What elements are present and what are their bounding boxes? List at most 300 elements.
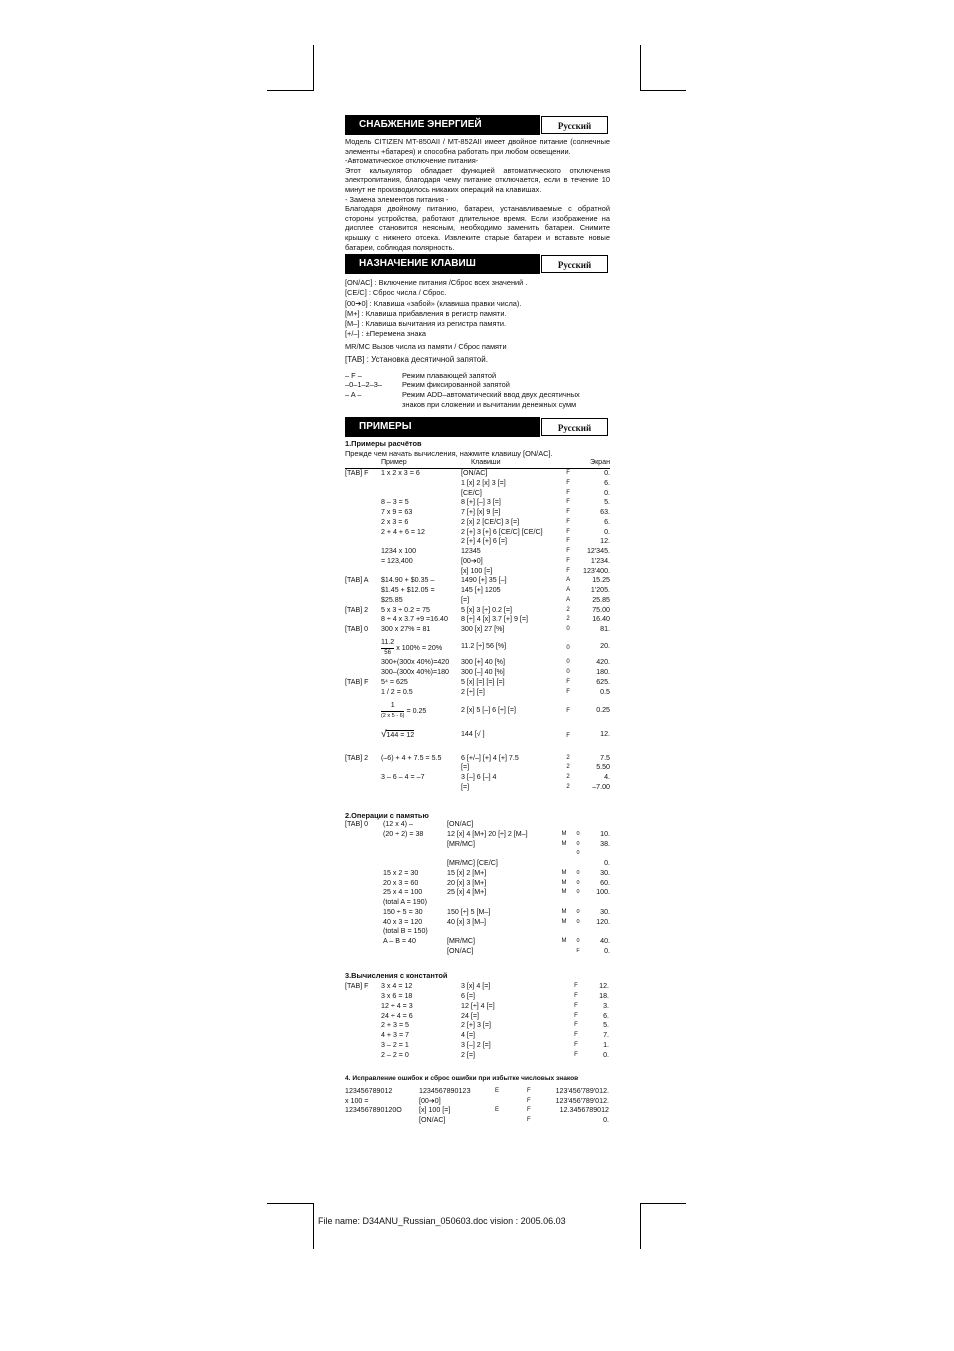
ex-cell: (total A = 190) <box>383 898 427 907</box>
mode-desc: Режим фиксированной запятой <box>402 380 510 390</box>
section-title: НАЗНАЧЕНИЕ КЛАВИШ <box>345 254 540 274</box>
a-cell: x 100 = <box>345 1096 369 1105</box>
m-cell <box>555 947 573 957</box>
fl-cell: 2 <box>566 774 570 781</box>
ex-cell: 24 ÷ 4 = 6 <box>381 1011 413 1020</box>
language-label: Русский <box>541 418 608 436</box>
sc-cell <box>583 849 610 859</box>
sc-cell: 4. <box>604 773 610 782</box>
screen-cell: 20. <box>600 641 610 650</box>
table-row <box>345 1021 609 1031</box>
fl-cell: 0 <box>566 669 570 676</box>
tab-cell <box>345 668 381 678</box>
ex-cell: 7 x 9 = 63 <box>380 508 413 517</box>
fl-cell: 0 <box>566 659 570 666</box>
f-cell: F <box>527 1087 531 1094</box>
fl-cell: F <box>566 678 570 685</box>
table-row <box>345 773 610 783</box>
sc-cell: 0. <box>604 527 610 536</box>
ks-cell: 2 [÷] [=] <box>460 687 485 696</box>
fl-cell: 2 <box>566 764 570 771</box>
ks-cell: [MR/MC] [CE/C] <box>447 859 498 868</box>
ks-cell: [x] 100 [=] <box>460 566 493 575</box>
f-cell: F <box>527 1107 531 1114</box>
tab-cell <box>345 840 383 850</box>
tab-cell <box>345 489 381 499</box>
key-line: [ON/AC] : Включение питания /Сброс всех значений . <box>345 278 528 288</box>
subsection-title: 4. Исправление ошибок и сброс ошибки при избытке числовых знаков <box>345 1075 579 1083</box>
ks-cell: 150 [÷] 5 [M–] <box>447 907 491 916</box>
ks-cell: [CE/C] <box>460 488 482 497</box>
sc-cell: 420. <box>596 658 610 667</box>
ex-cell: (–6) + 4 + 7.5 = 5.5 <box>380 753 442 762</box>
ex-cell: 3 – 2 = 1 <box>381 1040 409 1049</box>
tab-cell <box>345 849 383 859</box>
e-cell <box>495 1116 527 1126</box>
tab-cell <box>345 1041 381 1051</box>
tab-cell <box>345 557 381 567</box>
table-row <box>345 479 610 489</box>
sc-cell: 10. <box>600 829 610 838</box>
m-cell: M <box>561 889 567 896</box>
mode-item <box>345 380 610 390</box>
ks-cell: 1 [x] 2 [x] 3 [=] <box>460 478 506 487</box>
col-keys: Клавиши <box>461 458 562 468</box>
file-name-footer: File name: D34ANU_Russian_050603.doc vision : 2005.06.03 <box>318 1216 566 1226</box>
sc-cell: 0.5 <box>600 687 610 696</box>
ks-cell: 2 [x] 2 [CE/C] 3 [=] <box>460 517 520 526</box>
fl-cell: F <box>566 538 570 545</box>
ex-cell: 300 x 27% = 81 <box>380 625 431 634</box>
table-row <box>345 537 610 547</box>
ks-cell: [=] <box>460 595 470 604</box>
fl-cell: A <box>566 577 571 584</box>
section-header-power <box>345 115 610 135</box>
table-row <box>345 567 610 577</box>
table-row <box>345 508 610 518</box>
sc-cell: 16.40 <box>592 615 610 624</box>
key-line: [M–] : Клавиша вычитания из регистра памяти. <box>345 318 507 328</box>
mode-list <box>345 371 610 409</box>
table-row <box>345 489 610 499</box>
ex-cell: 2 x 3 = 6 <box>380 517 409 526</box>
ex-cell: (20 ÷ 2) = 38 <box>383 829 424 838</box>
m-cell <box>555 820 573 830</box>
ex-cell: 150 ÷ 5 = 30 <box>383 907 423 916</box>
key-line: [CE/C] : Сброс числа / Сброс. <box>345 288 447 298</box>
sc-cell: 63. <box>600 508 610 517</box>
keys-cell: 11.2 [÷] 56 [%] <box>460 641 507 650</box>
power-text <box>345 137 610 252</box>
z-cell: 0 <box>576 869 580 876</box>
ks-cell: [ON/AC] <box>447 946 474 955</box>
fl-cell: F <box>574 1002 578 1009</box>
tab-cell <box>345 830 383 840</box>
ks-cell: 1490 [+] 35 [–] <box>460 576 507 585</box>
sc-cell: 0. <box>604 488 610 497</box>
m-cell <box>555 927 573 937</box>
sc-cell: 0. <box>604 859 610 868</box>
tab-cell <box>345 992 381 1002</box>
fl-cell: F <box>566 528 570 535</box>
ex-cell: = 123,400 <box>380 556 413 565</box>
z-cell: 0 <box>576 918 580 925</box>
sc-cell: 60. <box>600 878 610 887</box>
sc-cell: 0. <box>604 469 610 478</box>
ks-cell: 3 [x] 4 [=] <box>461 982 491 991</box>
fl-cell: F <box>566 489 570 496</box>
ks-cell: [=] <box>460 782 470 791</box>
fraction-example <box>381 635 461 659</box>
sc-cell: 30. <box>600 907 610 916</box>
sc-cell: 1. <box>603 1040 609 1049</box>
ex-cell: 20 x 3 = 60 <box>383 878 419 887</box>
ex-cell: 3 – 6 – 4 = –7 <box>380 773 425 782</box>
example-text: 144 = 12 <box>386 730 415 739</box>
f-cell: F <box>527 1097 531 1104</box>
sc-cell: 7. <box>603 1031 609 1039</box>
ks-cell: 3 [–] 6 [–] 4 <box>460 773 497 782</box>
col-screen: Экран <box>574 458 610 468</box>
tab-cell <box>345 498 381 508</box>
s-cell: 12.3456789012 <box>559 1106 609 1115</box>
b-cell: 123456789012З <box>419 1086 471 1095</box>
sc-cell: 3. <box>603 1001 609 1010</box>
m-cell: M <box>561 869 567 876</box>
table-row <box>345 586 610 596</box>
fl-cell: F <box>574 1032 578 1038</box>
tab-cell <box>345 688 381 698</box>
z-cell: 0 <box>576 840 580 847</box>
sc-cell: 123'400. <box>583 566 610 575</box>
table-row <box>345 1041 609 1051</box>
table-row <box>345 635 610 659</box>
ex-cell: (total B = 150) <box>383 927 428 936</box>
b-cell: [x] 100 [=] <box>419 1106 451 1115</box>
table-row <box>345 615 610 625</box>
tab-cell: [TAB] F <box>345 982 369 991</box>
m-cell: M <box>561 830 567 837</box>
table-row <box>345 528 610 538</box>
table-header-row <box>345 458 610 468</box>
mode-key: –0–1–2–3– <box>345 380 382 390</box>
table-row <box>345 982 609 992</box>
z-cell <box>573 898 583 908</box>
subsection-title: 3.Вычисления с константой <box>345 970 448 980</box>
ks-cell <box>447 849 555 859</box>
ex-cell: 1 / 2 = 0.5 <box>380 687 413 696</box>
e-cell: E <box>495 1087 500 1094</box>
section-title: СНАБЖЕНИЕ ЭНЕРГИЕЙ <box>345 115 540 135</box>
tab-cell: [TAB] F <box>345 469 369 478</box>
sc-cell: 15.25 <box>592 576 610 585</box>
ks-cell <box>447 927 555 937</box>
table-row <box>345 830 610 840</box>
sc-cell <box>583 927 610 937</box>
ex-cell: 1234 x 100 <box>380 547 417 556</box>
table-row <box>345 498 610 508</box>
tab-cell <box>345 537 381 547</box>
sc-cell: 1'205. <box>590 586 610 595</box>
examples-table <box>345 458 610 792</box>
ks-cell: [ON/AC] <box>447 820 474 829</box>
ex-cell <box>381 489 461 499</box>
ks-cell: 5 [x] [=] [=] [=] <box>460 677 505 686</box>
tab-cell: [TAB] 0 <box>345 820 369 829</box>
sqrt-icon: √ <box>380 728 387 740</box>
screen-cell: 0.25 <box>596 706 610 715</box>
keys-cell: 144 [√ ] <box>460 729 485 738</box>
tab-cell <box>345 586 381 596</box>
fraction-example <box>381 697 461 722</box>
key-line: [TAB] : Установка десятичной запятой. <box>345 354 488 364</box>
table-row <box>345 869 610 879</box>
fl-cell: 0 <box>566 626 570 633</box>
table-row <box>345 859 610 869</box>
table-row <box>345 557 610 567</box>
ex-cell <box>381 567 461 577</box>
tab-cell <box>345 518 381 528</box>
fl-cell: F <box>566 499 570 506</box>
tab-cell <box>345 596 381 606</box>
a-cell <box>345 1116 419 1126</box>
sc-cell: 6. <box>603 1011 609 1020</box>
tab-cell <box>345 898 383 908</box>
z-cell <box>573 927 583 937</box>
tab-cell <box>345 658 381 668</box>
table-row <box>345 783 610 793</box>
spacer-row <box>345 742 610 754</box>
table-row <box>345 1002 609 1012</box>
ex-cell: 5 x 3 ÷ 0.2 = 75 <box>380 605 430 614</box>
ks-cell: 2 [+] 3 [+] 6 [CE/C] [CE/C] <box>460 527 543 536</box>
ex-cell <box>381 763 461 773</box>
ks-cell: [ON/AC] <box>460 469 488 478</box>
table-row <box>345 697 610 722</box>
tab-cell <box>345 918 383 928</box>
ex-cell <box>383 840 447 850</box>
examples-rows <box>345 658 610 697</box>
fl-cell: F <box>566 479 570 486</box>
crop-mark <box>640 1203 641 1249</box>
ks-cell: [MR/MC] <box>447 839 475 848</box>
tab-cell <box>345 888 383 898</box>
table-row <box>345 820 610 830</box>
ks-cell: 8 [÷] 4 [x] 3.7 [+] 9 [=] <box>460 615 528 624</box>
s-cell: 123'456'789'012. <box>555 1096 609 1105</box>
e-cell <box>495 1097 527 1107</box>
mode-desc: Режим плавающей запятой <box>402 370 497 380</box>
error-table <box>345 1087 609 1126</box>
s-cell: 123'456'789'012. <box>555 1086 609 1095</box>
z-cell: 0 <box>576 830 580 837</box>
sc-cell: –7.00 <box>592 782 610 791</box>
mode-item <box>345 390 610 409</box>
example-text: = 0.25 <box>404 707 427 716</box>
screen-cell: 12. <box>600 729 610 738</box>
fl-cell: F <box>574 1051 578 1058</box>
sc-cell: 5. <box>603 1021 609 1030</box>
ex-cell: 8 ÷ 4 x 3.7 +9 =16.40 <box>380 615 448 624</box>
key-line: [M+] : Клавиша прибавления в регистр памяти. <box>345 308 507 318</box>
paragraph: -Автоматическое отключение питания- <box>345 156 479 166</box>
e-cell: E <box>495 1107 500 1114</box>
sc-cell: 12. <box>600 537 610 546</box>
language-label: Русский <box>541 116 608 134</box>
fl-cell: F <box>566 509 570 516</box>
col-example: Пример <box>381 458 461 468</box>
table-row <box>345 1012 609 1022</box>
crop-mark <box>313 45 314 91</box>
ex-cell: 4 + 3 = 7 <box>381 1031 410 1039</box>
ex-cell: 300–(300x 40%)=180 <box>380 668 449 677</box>
table-row <box>345 879 610 889</box>
ex-cell <box>381 783 461 793</box>
examples-rows <box>345 754 610 793</box>
ks-cell: 5 [x] 3 [÷] 0.2 [=] <box>460 605 512 614</box>
section-title: ПРИМЕРЫ <box>345 417 540 437</box>
tab-cell <box>345 1012 381 1022</box>
sc-cell: 120. <box>596 917 610 926</box>
ks-cell: 4 [=] <box>461 1031 476 1039</box>
ex-cell: 40 x 3 = 120 <box>383 917 423 926</box>
table-row <box>345 518 610 528</box>
table-row <box>345 606 610 616</box>
a-cell: 1234567890120О <box>345 1106 402 1115</box>
fl-cell: 2 <box>566 754 570 761</box>
fl-cell: F <box>566 470 570 477</box>
tab-cell <box>345 908 383 918</box>
table-row <box>345 668 610 678</box>
m-cell: M <box>561 938 567 945</box>
sc-cell: 40. <box>600 937 610 946</box>
b-cell: [ON/AC] <box>419 1116 446 1125</box>
z-cell: 0 <box>576 938 580 945</box>
ex-cell: $25.85 <box>380 595 403 604</box>
denominator: (2 x 5 - 6) <box>380 713 405 720</box>
mode-key: – A – <box>345 389 362 399</box>
table-row <box>345 1087 609 1097</box>
m-cell <box>555 859 573 869</box>
ks-cell: [=] <box>460 763 470 772</box>
ex-cell: 3 x 6 = 18 <box>381 992 413 1000</box>
ex-cell: $14.90 + $0.35 – <box>380 576 435 585</box>
tab-cell <box>345 869 383 879</box>
sc-cell: 5. <box>604 498 610 507</box>
tab-cell <box>345 1051 381 1061</box>
tab-cell: [TAB] 2 <box>345 753 369 762</box>
fl-cell: F <box>566 688 570 695</box>
fl-cell: F <box>566 557 570 564</box>
table-row <box>345 547 610 557</box>
table-row <box>345 688 610 698</box>
table-row <box>345 625 610 635</box>
ex-cell: 25 x 4 = 100 <box>383 888 423 897</box>
tab-cell <box>345 773 381 783</box>
ks-cell: 12345 <box>460 547 481 556</box>
sqrt-example <box>381 722 461 742</box>
tab-cell <box>345 508 381 518</box>
tab-cell: [TAB] 2 <box>345 605 369 614</box>
sc-cell: 5.50 <box>596 763 610 772</box>
z-cell <box>573 820 583 830</box>
fl-cell: 2 <box>566 616 570 623</box>
table-row <box>345 898 610 908</box>
keys-cell: 2 [x] 5 [–] 6 [÷] [=] <box>460 706 516 715</box>
sc-cell: 180. <box>596 668 610 677</box>
paragraph: Благодаря двойному питанию, батареи, устанавливаемые с обратной стороны устройства, работают длительное время. Если изображение на дисплее становится неясным, необходимо заменить батареи. Снимите крышку с нижнего отсека. Извлеките старые батареи и вставьте новые батареи, соблюдая полярность. <box>345 204 610 252</box>
f-cell: F <box>527 1117 531 1124</box>
sc-cell: 75.00 <box>592 605 610 614</box>
sc-cell: 18. <box>599 992 609 1000</box>
ks-cell: 145 [+] 1205 <box>460 586 501 595</box>
paragraph: Модель CITIZEN MT-850AII / MT-852AII имеет двойное питание (солнечные элементы +батарея) и способна работать при любом освещении. <box>345 137 610 156</box>
table-row <box>345 918 610 928</box>
ks-cell: 300 [–] 40 [%] <box>460 668 505 677</box>
m-cell <box>555 849 573 859</box>
examples-rows <box>345 469 610 635</box>
flag-cell: F <box>566 708 570 715</box>
ex-cell: A – B = 40 <box>383 937 416 946</box>
denominator: 56 <box>384 649 391 656</box>
tab-cell <box>345 859 383 869</box>
table-row <box>345 888 610 898</box>
table-row <box>345 1097 609 1107</box>
table-row <box>345 947 610 957</box>
section-header-keys <box>345 254 610 274</box>
ks-cell: 15 [x] 2 [M+] <box>447 868 487 877</box>
m-cell: M <box>561 908 567 915</box>
sc-cell: 81. <box>600 625 610 634</box>
mode-key: – F – <box>345 370 362 380</box>
ks-cell <box>447 898 555 908</box>
key-line: [+/–] : ±Перемена знака <box>345 329 426 339</box>
sc-cell: 0. <box>604 946 610 955</box>
tab-cell: [TAB] A <box>345 576 369 585</box>
sc-cell: 38. <box>600 839 610 848</box>
ex-cell: 2 + 3 = 5 <box>381 1021 410 1030</box>
sc-cell: 1'234. <box>590 556 610 565</box>
crop-mark <box>640 90 686 91</box>
sc-cell: 12'345. <box>586 547 610 556</box>
table-row <box>345 1051 609 1061</box>
tab-cell <box>345 937 383 947</box>
key-line: [00➔0] : Клавиша «забой» (клавиша правки числа). <box>345 298 522 308</box>
ex-cell: 2 + 4 + 6 = 12 <box>380 527 425 536</box>
z-cell: 0 <box>576 889 580 896</box>
paragraph: - Замена элементов питания - <box>345 194 449 204</box>
table-row <box>345 722 610 742</box>
tab-cell <box>345 547 381 557</box>
z-cell: 0 <box>576 850 580 857</box>
m-cell: M <box>561 879 567 886</box>
ex-cell <box>383 859 447 869</box>
table-row <box>345 927 610 937</box>
ks-cell: 3 [–] 2 [=] <box>461 1040 491 1049</box>
numerator: 11.2 <box>381 638 394 649</box>
tab-cell <box>345 615 381 625</box>
crop-mark <box>267 90 314 91</box>
ks-cell: 300 [+] 40 [%] <box>460 658 505 667</box>
s-cell: 0. <box>603 1116 609 1125</box>
table-row <box>345 908 610 918</box>
fl-cell: 2 <box>566 783 570 790</box>
tab-cell <box>345 479 381 489</box>
table-row <box>345 658 610 668</box>
tab-cell <box>345 783 381 793</box>
tab-cell <box>345 528 381 538</box>
language-label: Русский <box>541 255 608 273</box>
